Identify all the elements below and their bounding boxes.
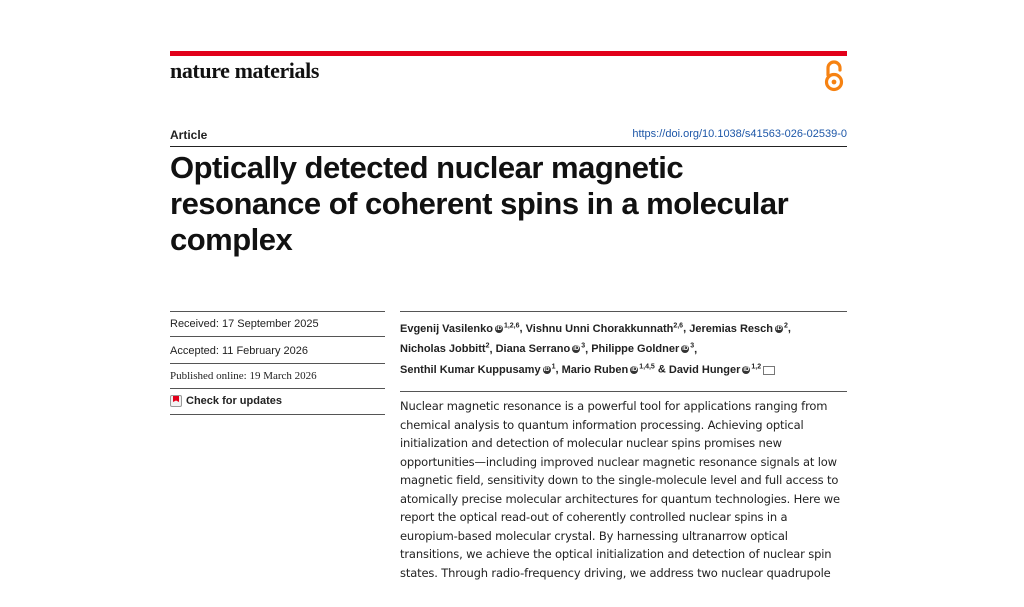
- author[interactable]: [400, 323, 520, 335]
- authors-divider-bottom: [400, 391, 847, 392]
- author-affiliation: 1: [551, 363, 556, 371]
- authors-divider-top: [400, 311, 847, 312]
- author[interactable]: [496, 343, 586, 355]
- author[interactable]: [400, 364, 555, 376]
- author-name: Nicholas Jobbitt: [400, 343, 486, 356]
- author-separator: ,: [787, 322, 791, 335]
- received-date: Received: 17 September 2025: [170, 318, 319, 330]
- author-separator: ,: [694, 343, 698, 356]
- author-name: David Hunger: [668, 363, 741, 376]
- author-name: Diana Serrano: [495, 343, 571, 356]
- dates-divider: [170, 388, 385, 389]
- author[interactable]: [591, 343, 694, 355]
- orcid-icon[interactable]: iD: [543, 367, 550, 374]
- open-access-lock-icon: [822, 59, 846, 92]
- dates-divider: [170, 336, 385, 337]
- author[interactable]: [689, 323, 788, 335]
- orcid-icon[interactable]: iD: [682, 346, 689, 353]
- check-for-updates[interactable]: [170, 395, 282, 407]
- check-updates-label: Check for updates: [186, 395, 282, 407]
- author-affiliation: 3: [581, 342, 586, 350]
- author[interactable]: [526, 323, 683, 335]
- author-name: Philippe Goldner: [591, 343, 680, 356]
- header-divider: [170, 146, 847, 147]
- author-name: Mario Ruben: [561, 363, 629, 376]
- email-icon[interactable]: [763, 366, 775, 375]
- abstract-text: Nuclear magnetic resonance is a powerful tool for applications ranging from chemical analysis to quantum information processing. Achieving optical initialization and detection of molecular nuclear spins promises new opportunities—including improved nuclear magnetic resonance signals at low magnetic field, sensitivity down to the single-molecule level and full access to atomically precise molecular architectures for quantum technologies. Here we report the optical read-out of coherently controlled nuclear spins in a europium-based molecular crystal. By harnessing ultranarrow optical transitions, we achieve the optical initialization and detection of nuclear spin states. Through radio-frequency driving, we address two nuclear quadrupole: [400, 399, 840, 580]
- check-updates-icon: [170, 395, 182, 407]
- journal-name[interactable]: nature materials: [170, 58, 319, 83]
- author-affiliation: 2: [485, 342, 490, 350]
- author[interactable]: [669, 364, 775, 376]
- orcid-icon[interactable]: iD: [573, 346, 580, 353]
- author-list: [400, 317, 840, 379]
- author-affiliation: 2,6: [673, 322, 684, 329]
- article-type-label: Article: [170, 128, 208, 142]
- accepted-date: Accepted: 11 February 2026: [170, 345, 308, 357]
- author-affiliation: 1,2: [751, 363, 762, 371]
- dates-divider: [170, 363, 385, 364]
- article-title: Optically detected nuclear magnetic resonance of coherent spins in a molecular complex: [170, 150, 789, 257]
- published-date: Published online: 19 March 2026: [170, 370, 317, 382]
- author[interactable]: [562, 364, 655, 376]
- author-affiliation: 2: [783, 322, 788, 329]
- author-affiliation: 1,2,6: [503, 322, 520, 329]
- author-name: Evgenij Vasilenko: [400, 322, 493, 335]
- author-separator: ,: [519, 322, 526, 335]
- author-separator: &: [654, 363, 669, 376]
- author-name: Jeremias Resch: [689, 322, 773, 335]
- author-name: Vishnu Unni Chorakkunnath: [525, 322, 674, 335]
- author-separator: ,: [683, 322, 690, 335]
- dates-divider-top: [170, 311, 385, 312]
- orcid-icon[interactable]: iD: [631, 367, 638, 374]
- orcid-icon[interactable]: iD: [743, 367, 750, 374]
- doi-link[interactable]: https://doi.org/10.1038/s41563-026-02539-0: [632, 128, 847, 140]
- orcid-icon[interactable]: iD: [495, 325, 502, 332]
- author-name: Senthil Kumar Kuppusamy: [400, 363, 541, 376]
- author-affiliation: 1,4,5: [639, 363, 655, 371]
- author-affiliation: 3: [690, 342, 695, 350]
- author-separator: ,: [489, 343, 496, 356]
- dates-divider-bottom: [170, 414, 385, 415]
- author[interactable]: [400, 343, 489, 355]
- author-separator: ,: [555, 363, 562, 376]
- author-separator: ,: [585, 343, 592, 356]
- journal-accent-bar: [170, 51, 847, 56]
- orcid-icon[interactable]: iD: [775, 325, 782, 332]
